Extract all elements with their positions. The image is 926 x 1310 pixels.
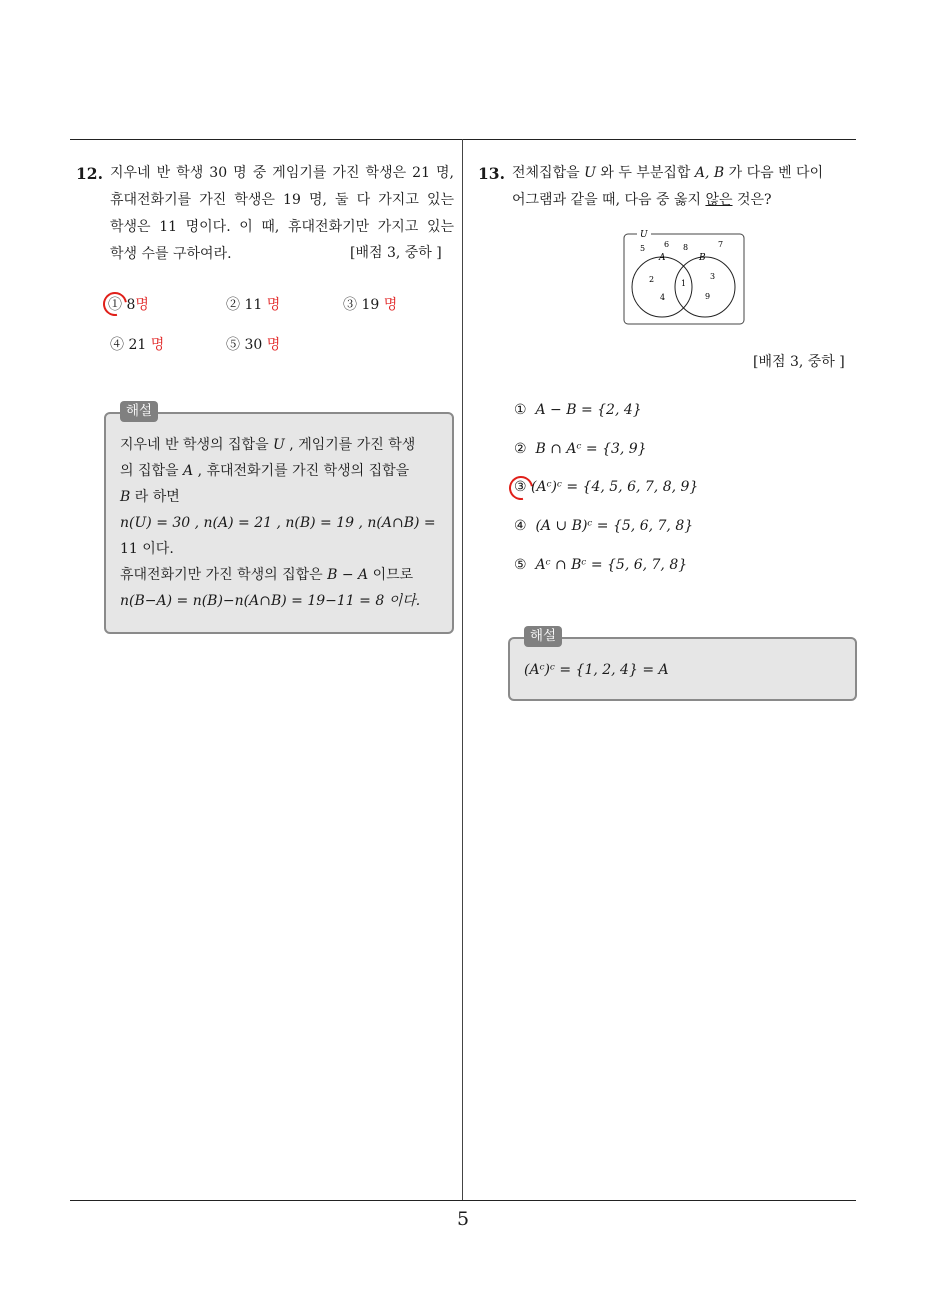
venn-element: 7	[718, 240, 724, 249]
option-mark: ⑤	[226, 337, 240, 353]
column-divider	[462, 139, 463, 1201]
question-line: 지우네 반 학생 30 명 중 게임기를 가진 학생은 21 명,	[110, 165, 454, 181]
score-label: [배점 3, 중하 ]	[350, 245, 442, 261]
explanation-line: B 라 하면	[120, 489, 180, 505]
explanation-line: 지우네 반 학생의 집합을 U , 게임기를 가진 학생	[120, 437, 416, 453]
option-value: 8	[126, 297, 136, 313]
venn-element: 4	[660, 293, 666, 302]
option-expression: Aᶜ ∩ Bᶜ = {5, 6, 7, 8}	[535, 557, 688, 573]
explanation-line: 휴대전화기만 가진 학생의 집합은 B − A 이므로	[120, 567, 414, 583]
option-expression: (Aᶜ)ᶜ = {4, 5, 6, 7, 8, 9}	[531, 479, 699, 495]
option-expression: (A ∪ B)ᶜ = {5, 6, 7, 8}	[535, 518, 694, 534]
option-mark: ②	[514, 441, 527, 457]
question-line: 어그램과 같을 때, 다음 중 옳지 않은 것은?	[512, 192, 772, 208]
question-number: 12.	[76, 164, 103, 183]
explanation-tag: 해설	[524, 626, 562, 647]
option-3[interactable]	[514, 479, 698, 495]
option-5[interactable]	[226, 334, 280, 354]
option-mark: ①	[514, 402, 527, 418]
explanation-line: n(U) = 30 , n(A) = 21 , n(B) = 19 , n(A∩B) =	[120, 515, 436, 531]
venn-element: 5	[640, 244, 646, 253]
explanation-line: 11 이다.	[120, 541, 174, 557]
option-unit: 명	[150, 337, 165, 353]
question-number: 13.	[478, 164, 505, 183]
explanation-tag: 해설	[120, 401, 158, 422]
option-expression: A − B = {2, 4}	[535, 402, 642, 418]
option-value: 19	[361, 297, 380, 313]
option-mark: ①	[108, 297, 122, 313]
venn-diagram	[623, 228, 745, 326]
option-4[interactable]	[110, 334, 164, 354]
option-mark: ②	[226, 297, 240, 313]
option-mark: ⑤	[514, 557, 527, 573]
top-rule	[70, 139, 856, 140]
option-3[interactable]	[343, 294, 397, 314]
set-b-label: B	[699, 253, 706, 263]
venn-element: 6	[664, 240, 670, 249]
set-a-label: A	[659, 253, 666, 263]
option-2[interactable]	[226, 294, 280, 314]
option-4[interactable]	[514, 518, 693, 534]
bottom-rule	[70, 1200, 856, 1201]
venn-element: 1	[681, 279, 687, 288]
option-value: 11	[244, 297, 263, 313]
page-number: 5	[456, 1208, 470, 1230]
option-value: 30	[244, 337, 263, 353]
option-unit: 명	[266, 337, 281, 353]
option-unit: 명	[135, 297, 149, 313]
question-line: 전체집합을 U 와 두 부분집합 A, B 가 다음 벤 다이	[512, 165, 824, 181]
explanation-line: 의 집합을 A , 휴대전화기를 가진 학생의 집합을	[120, 463, 410, 479]
option-mark: ④	[110, 337, 124, 353]
option-1[interactable]	[108, 294, 149, 314]
question-line: 휴대전화기를 가진 학생은 19 명, 둘 다 가지고 있는	[110, 192, 454, 208]
score-label: [배점 3, 중하 ]	[753, 354, 845, 370]
universe-label: U	[640, 230, 648, 240]
option-2[interactable]	[514, 441, 647, 457]
option-unit: 명	[266, 297, 281, 313]
question-text	[512, 160, 856, 214]
venn-element: 2	[649, 275, 655, 284]
option-mark: ④	[514, 518, 527, 534]
option-1[interactable]	[514, 402, 642, 418]
venn-element: 3	[710, 272, 716, 281]
option-value: 21	[128, 337, 147, 353]
venn-element: 9	[705, 292, 711, 301]
option-mark: ③	[343, 297, 357, 313]
question-line: 학생은 11 명이다. 이 때, 휴대전화기만 가지고 있는	[110, 219, 454, 235]
explanation-box	[508, 637, 857, 701]
question-line: 학생 수를 구하여라.	[110, 246, 232, 262]
explanation-line: n(B−A) = n(B)−n(A∩B) = 19−11 = 8 이다.	[120, 593, 421, 609]
explanation-box	[104, 412, 454, 634]
question-13	[478, 160, 856, 214]
option-unit: 명	[383, 297, 398, 313]
option-5[interactable]	[514, 557, 687, 573]
option-mark: ③	[514, 479, 527, 495]
explanation-line: (Aᶜ)ᶜ = {1, 2, 4} = A	[524, 662, 669, 678]
option-expression: B ∩ Aᶜ = {3, 9}	[535, 441, 647, 457]
venn-element: 8	[683, 243, 689, 252]
